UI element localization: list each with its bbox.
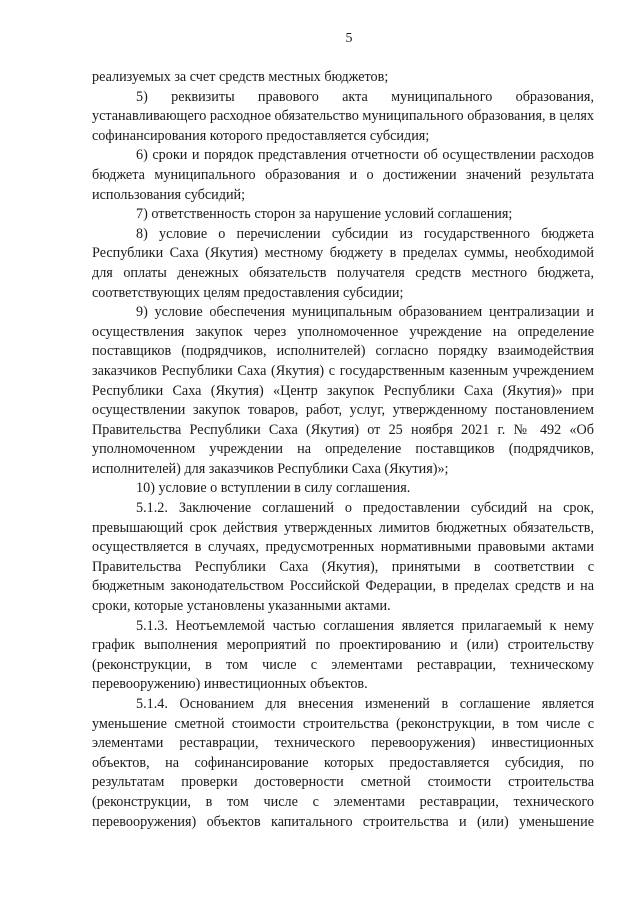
paragraph-item-10: 10) условие о вступлении в силу соглашения. bbox=[136, 480, 411, 497]
paragraph-continuation: реализуемых за счет средств местных бюджетов; bbox=[92, 69, 389, 85]
paragraph-item-7: 7) ответственность сторон за нарушение условий соглашения; bbox=[136, 206, 513, 223]
paragraph-item-8: 8) условие о перечислении субсидии из государственного бюджета Республики Саха (Якутия) местному бюджету в пределах суммы, необходимой для оплаты денежных обязательств получателя средств местного бюджета, соответствующих целям предоставления субсидии; bbox=[92, 225, 594, 301]
paragraph-5-1-2: 5.1.2. Заключение соглашений о предоставлении субсидий на срок, превышающий срок действия утвержденных лимитов бюджетных обязательств, осуществляется в случаях, предусмотренных нормативными правовыми актами Правительства Республики Саха (Якутия), принятыми в соответствии с бюджетным законодательством Российской Федерации, в пределах средств и на сроки, которые установлены указанными актами. bbox=[92, 500, 594, 615]
page-number: 5 bbox=[345, 31, 353, 46]
paragraph-5-1-3: 5.1.3. Неотъемлемой частью соглашения является прилагаемый к нему график выполнения мероприятий по проектированию и (или) строительству (реконструкции, в том числе с элементами реставрации, техническому перевооружению) инвестиционных объектов. bbox=[92, 617, 594, 693]
paragraph-5-1-4: 5.1.4. Основанием для внесения изменений в соглашение является уменьшение сметной стоимости строительства (реконструкции, в том числе с элементами реставрации, технического перевооружения) инвестиционных объектов, на софинансирование которых предоставляется субсидия, по результатам проверки достоверности сметной стоимости строительства (реконструкции, в том числе с элементами реставрации, технического перевооружения) объектов капитального строительства и (или) уменьшение bbox=[92, 696, 594, 830]
paragraph-item-9: 9) условие обеспечения муниципальным образованием централизации и осуществления закупок через уполномоченное учреждение на определение поставщиков (подрядчиков, исполнителей) согласно порядку взаимодействия заказчиков Республики Саха (Якутия) с государственным казенным учреждением Республики Саха (Якутия) «Центр закупок Республики Саха (Якутия)» при осуществлении закупок товаров, работ, услуг, утвержденному постановлением Правительства Республики Саха (Якутия) от 25 ноября 2021 г. № 492 «Об уполномоченном учреждении на определение поставщиков (подрядчиков, исполнителей) для заказчиков Республики Саха (Якутия)»; bbox=[92, 304, 594, 477]
paragraph-item-6: 6) сроки и порядок представления отчетности об осуществлении расходов бюджета муниципального образования и о достижении значений результата использования субсидий; bbox=[92, 147, 594, 203]
paragraph-item-5: 5) реквизиты правового акта муниципального образования, устанавливающего расходное обязательство муниципального образования, в целях софинансирования которого предоставляется субсидия; bbox=[92, 88, 594, 144]
